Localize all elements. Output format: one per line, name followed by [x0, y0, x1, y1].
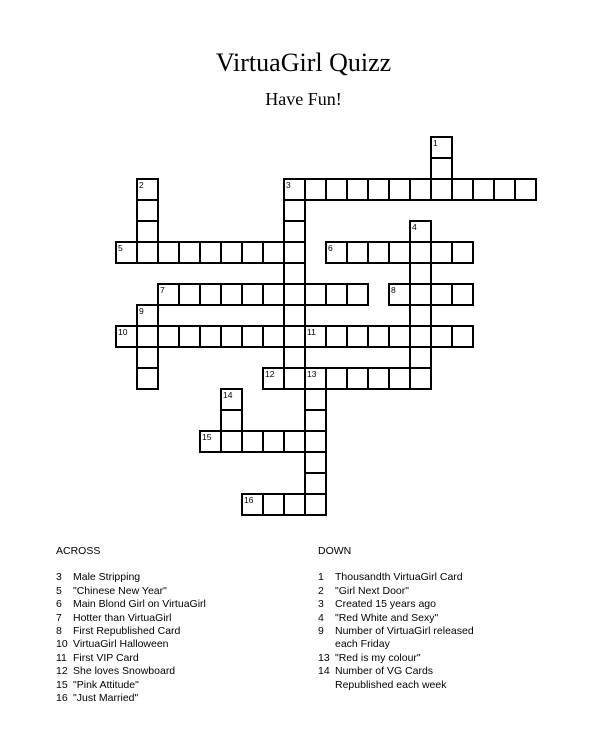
clue-number: 5: [56, 584, 62, 597]
grid-cell[interactable]: [452, 179, 473, 200]
clue-text: Thousandth VirtuaGirl Card: [335, 571, 463, 584]
grid-cell[interactable]: [389, 242, 410, 263]
grid-cell[interactable]: [179, 284, 200, 305]
clue-text: Male Stripping: [73, 571, 141, 584]
down-clue: [318, 598, 518, 611]
cell-number: 3: [286, 180, 291, 190]
clue-number: 1: [318, 571, 324, 584]
grid-cell[interactable]: [473, 179, 494, 200]
grid-cell[interactable]: [368, 242, 389, 263]
grid-cell[interactable]: [431, 158, 452, 179]
clue-text: "Girl Next Door": [335, 584, 409, 597]
grid-cell[interactable]: [221, 242, 242, 263]
grid-cell[interactable]: [326, 368, 347, 389]
clue-text: First VIP Card: [73, 651, 139, 664]
clue-text: Main Blond Girl on VirtuaGirl: [73, 598, 206, 611]
clue-text: Number of VG Cards Republished each week: [335, 665, 447, 691]
grid-cell[interactable]: [347, 179, 368, 200]
grid-cell[interactable]: [431, 326, 452, 347]
across-clue: [56, 652, 296, 665]
clue-number: 14: [318, 665, 330, 678]
clue-text: "Red is my colour": [335, 651, 421, 664]
grid-cell[interactable]: [326, 179, 347, 200]
down-clue: [318, 585, 518, 598]
grid-cell[interactable]: [389, 368, 410, 389]
grid-cell[interactable]: [326, 284, 347, 305]
clue-number: 11: [56, 651, 67, 664]
puzzle-subtitle: Have Fun!: [265, 89, 342, 109]
cell-number: 9: [139, 306, 144, 316]
grid-cell[interactable]: [410, 347, 431, 368]
clue-text: Created 15 years ago: [335, 598, 436, 611]
clue-number: 3: [318, 598, 324, 611]
grid-cell[interactable]: [137, 347, 158, 368]
grid-cell[interactable]: [410, 368, 431, 389]
cell-number: 1: [433, 138, 438, 148]
across-clue: [56, 571, 296, 584]
grid-cell[interactable]: [389, 179, 410, 200]
grid-cell[interactable]: [137, 221, 158, 242]
grid-cell[interactable]: [242, 242, 263, 263]
grid-cell[interactable]: [221, 326, 242, 347]
down-clue-list: [318, 571, 518, 692]
grid-cell[interactable]: [410, 263, 431, 284]
grid-cell[interactable]: [263, 494, 284, 515]
down-heading: DOWN: [318, 545, 352, 557]
clue-number: 10: [56, 638, 68, 651]
grid-cell[interactable]: [263, 431, 284, 452]
grid-cell[interactable]: [305, 179, 326, 200]
grid-cell[interactable]: [242, 326, 263, 347]
grid-cell[interactable]: [137, 368, 158, 389]
down-clue: [318, 665, 518, 692]
grid-cell[interactable]: [137, 200, 158, 221]
cell-number: 14: [223, 390, 233, 400]
down-clue: [318, 571, 518, 584]
grid-cell[interactable]: [263, 326, 284, 347]
grid-cell[interactable]: [326, 326, 347, 347]
down-clue: [318, 625, 518, 652]
grid-cell[interactable]: [410, 242, 431, 263]
clue-number: 6: [56, 598, 62, 611]
grid-cell[interactable]: [284, 368, 305, 389]
cell-number: 13: [307, 369, 317, 379]
cell-number: 15: [202, 432, 212, 442]
grid-cell[interactable]: [452, 242, 473, 263]
across-clue-list: [56, 571, 296, 705]
across-clue: [56, 665, 296, 678]
grid-cell[interactable]: [200, 284, 221, 305]
grid-cell[interactable]: [368, 179, 389, 200]
clue-number: 3: [56, 571, 62, 584]
grid-cell[interactable]: [410, 326, 431, 347]
grid-cell[interactable]: [368, 368, 389, 389]
grid-cell[interactable]: [200, 242, 221, 263]
across-clue: [56, 598, 296, 611]
cell-number: 2: [139, 180, 144, 190]
grid-cell[interactable]: [179, 242, 200, 263]
clue-number: 7: [56, 611, 62, 624]
grid-cell[interactable]: [158, 242, 179, 263]
grid-cell[interactable]: [305, 410, 326, 431]
cell-number: 16: [244, 495, 254, 505]
grid-cell[interactable]: [389, 326, 410, 347]
clue-number: 15: [56, 678, 68, 691]
grid-cell[interactable]: [221, 284, 242, 305]
clue-number: 9: [318, 625, 324, 638]
clue-number: 16: [56, 692, 68, 705]
grid-cell[interactable]: [305, 431, 326, 452]
grid-cell[interactable]: [410, 179, 431, 200]
grid-cell[interactable]: [137, 326, 158, 347]
across-clues: [56, 545, 296, 705]
grid-cell[interactable]: [431, 179, 452, 200]
across-clue: [56, 638, 296, 651]
grid-cell[interactable]: [305, 494, 326, 515]
across-clue: [56, 625, 296, 638]
grid-cell[interactable]: [284, 200, 305, 221]
grid-cell[interactable]: [410, 284, 431, 305]
grid-cell[interactable]: [179, 326, 200, 347]
grid-cell[interactable]: [137, 242, 158, 263]
clue-number: 8: [56, 625, 62, 638]
grid-cell[interactable]: [305, 452, 326, 473]
across-clue: [56, 679, 296, 692]
grid-cell[interactable]: [221, 431, 242, 452]
clue-text: Hotter than VirtuaGirl: [73, 611, 172, 624]
puzzle-title: VirtuaGirl Quizz: [215, 48, 392, 77]
grid-cell[interactable]: [494, 179, 515, 200]
cell-number: 12: [265, 369, 275, 379]
grid-cell[interactable]: [347, 326, 368, 347]
grid-cell[interactable]: [284, 242, 305, 263]
grid-cell[interactable]: [410, 305, 431, 326]
grid-cell[interactable]: [305, 284, 326, 305]
grid-cell[interactable]: [284, 347, 305, 368]
grid-cell[interactable]: [305, 473, 326, 494]
cell-number: 8: [391, 285, 396, 295]
clue-text: She loves Snowboard: [73, 665, 176, 678]
clue-text: "Red White and Sexy": [335, 611, 439, 624]
grid-cell[interactable]: [200, 326, 221, 347]
clue-number: 12: [56, 665, 68, 678]
down-clue: [318, 612, 518, 625]
grid-cell[interactable]: [305, 389, 326, 410]
grid-cell[interactable]: [431, 284, 452, 305]
grid-cell[interactable]: [263, 284, 284, 305]
grid-cell[interactable]: [347, 284, 368, 305]
clue-text: First Republished Card: [73, 625, 181, 638]
cell-number: 7: [160, 285, 165, 295]
clue-text: Number of VirtuaGirl released each Friday: [335, 625, 474, 651]
grid-cell[interactable]: [368, 326, 389, 347]
cell-number: 10: [118, 327, 128, 337]
across-clue: [56, 692, 296, 705]
grid-cell[interactable]: [284, 221, 305, 242]
cell-number: 6: [328, 243, 333, 253]
grid-cell[interactable]: [284, 326, 305, 347]
grid-cell[interactable]: [284, 305, 305, 326]
clue-text: "Chinese New Year": [73, 584, 167, 597]
cell-number: 11: [307, 327, 316, 337]
grid-cell[interactable]: [284, 284, 305, 305]
grid-cell[interactable]: [284, 263, 305, 284]
grid-cell[interactable]: [284, 494, 305, 515]
grid-cell[interactable]: [158, 326, 179, 347]
clue-number: 4: [318, 611, 324, 624]
grid-cell[interactable]: [242, 431, 263, 452]
grid-cell[interactable]: [452, 284, 473, 305]
grid-cell[interactable]: [515, 179, 536, 200]
clue-text: VirtuaGirl Halloween: [73, 638, 169, 651]
across-clue: [56, 585, 296, 598]
down-clue: [318, 652, 518, 665]
clue-number: 2: [318, 584, 324, 597]
clue-text: "Pink Attitude": [73, 678, 139, 691]
grid-cell[interactable]: [242, 284, 263, 305]
grid-cell[interactable]: [452, 326, 473, 347]
grid-cell[interactable]: [431, 242, 452, 263]
grid-cell[interactable]: [347, 242, 368, 263]
grid-cell[interactable]: [347, 368, 368, 389]
grid-cell[interactable]: [221, 410, 242, 431]
down-clues: [318, 545, 518, 692]
grid-cell[interactable]: [284, 431, 305, 452]
cell-number: 4: [412, 222, 417, 232]
across-clue: [56, 612, 296, 625]
cell-number: 5: [118, 243, 123, 253]
clue-number: 13: [318, 651, 330, 664]
across-heading: ACROSS: [56, 545, 101, 557]
clue-text: "Just Married": [73, 692, 139, 705]
grid-cell[interactable]: [263, 242, 284, 263]
